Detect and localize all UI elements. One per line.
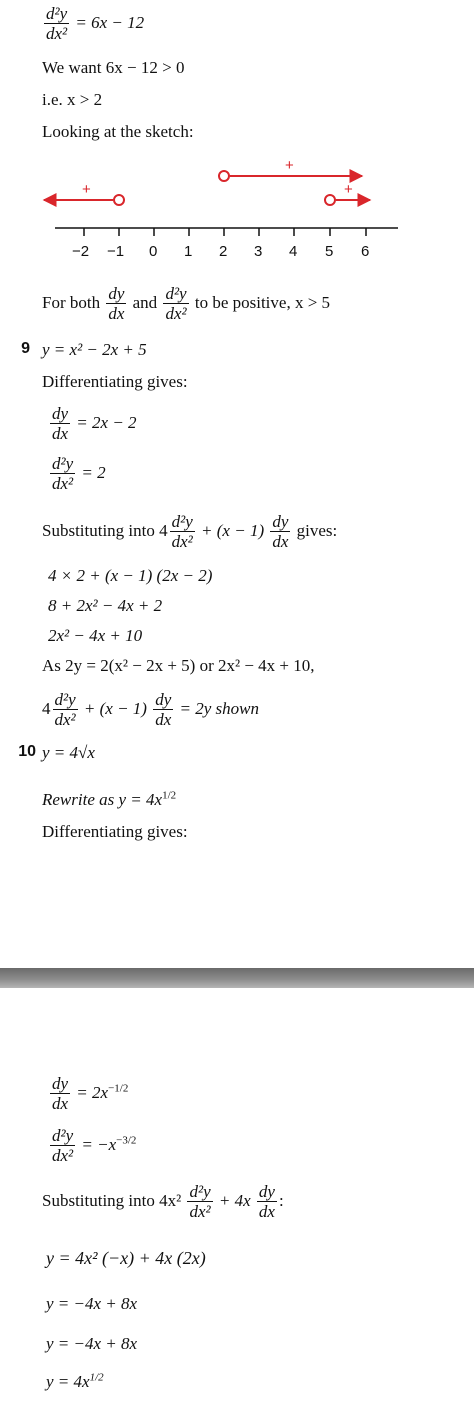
tick-label: −1 (107, 243, 125, 260)
dy-dx-fraction: $\frac{dy}{dx}$ (155, 690, 172, 729)
page-bottom (0, 988, 474, 1410)
plus-upper: + (285, 157, 294, 174)
dy-dx-fraction: $\frac{dy}{dx}$ (52, 404, 69, 443)
ie-line: i.e. x > 2 (42, 90, 103, 109)
p2-second-derivative (48, 1126, 136, 1166)
q9-step-3: 2x² − 4x + 10 (48, 626, 143, 645)
d2y-dx2-fraction: $\frac{\text{d²y}}{\text{dx²}}$ (165, 284, 187, 323)
want-line: We want 6x − 12 > 0 (42, 58, 185, 77)
tick-label: 2 (219, 243, 228, 260)
tick-label: 0 (149, 243, 158, 260)
d2y-dx2-fraction: $\frac{\text{d²y}}{\text{dx²}}$ (171, 512, 193, 551)
q9-sub-b: + (x − 1) (201, 520, 265, 540)
open-circle-5 (325, 195, 335, 205)
dy-dx-fraction: $\frac{dy}{dx}$ (272, 512, 289, 551)
plus-left: + (82, 181, 91, 198)
p2-first-derivative (48, 1074, 128, 1114)
tick-label: 6 (361, 243, 370, 260)
p2-result-3: y = −4x + 8x (46, 1334, 138, 1353)
d2y-dx2-fraction: $\frac{\text{d²y}}{\text{dx²}}$ (54, 690, 76, 729)
q9-step-1: 4 × 2 + (x − 1) (2x − 2) (48, 566, 213, 585)
q9-final-c: = 2y shown (179, 698, 259, 718)
q10-rewrite: Rewrite as $y = 4x^{1/2}$ (42, 789, 177, 809)
p2-second-rhs: = −x (81, 1134, 117, 1154)
q9-step-2: 8 + 2x² − 4x + 2 (48, 596, 163, 615)
p2-result-4: $y = 4x^{1/2}$ (46, 1371, 104, 1391)
both-text-c: to be positive, x > 5 (194, 292, 331, 312)
p2-first-rhs: = 2x (76, 1082, 109, 1102)
second-derivative-rhs: = 6x − 12 (75, 12, 145, 32)
q9-equation: y = x² − 2x + 5 (42, 340, 147, 359)
sketch-intro: Looking at the sketch: (42, 122, 194, 141)
q9-final-b: + (x − 1) (83, 698, 147, 718)
both-positive-line (42, 284, 330, 324)
q9-first-derivative (48, 404, 137, 444)
d2y-dx2-fraction: $\frac{\text{d²y}}{\text{dx²}}$ (52, 454, 74, 493)
p2-substituting (42, 1182, 284, 1222)
page-separator (0, 968, 474, 988)
q9-final-a: 4 (42, 698, 51, 718)
dy-dx-fraction: $\frac{dy}{dx}$ (52, 1074, 69, 1113)
tick-label: 4 (289, 243, 298, 260)
d2y-dx2-fraction: $\frac{\text{d²y}}{\text{dx²}}$ (46, 4, 68, 43)
d2y-dx2-fraction: $\frac{\text{d²y}}{\text{dx²}}$ (52, 1126, 74, 1165)
exponent: 1/2 (89, 1371, 104, 1384)
tick-label: −2 (72, 243, 90, 260)
p2-result-1: y = 4x² (−x) + 4x (2x) (46, 1248, 206, 1268)
tick-label: 5 (325, 243, 334, 260)
tick-label: 3 (254, 243, 263, 260)
q9-as-line: As 2y = 2(x² − 2x + 5) or 2x² − 4x + 10, (42, 656, 315, 675)
second-derivative-line (42, 4, 144, 44)
q9-second-rhs: = 2 (81, 462, 106, 482)
p2-sub-c: : (278, 1190, 284, 1210)
dy-dx-fraction: $\frac{dy}{dx}$ (108, 284, 125, 323)
q9-first-rhs: = 2x − 2 (76, 412, 137, 432)
question-number-10: 10 (18, 743, 36, 760)
exponent: 1/2 (162, 789, 177, 802)
question-number-9: 9 (21, 340, 30, 357)
open-circle-minus1 (114, 195, 124, 205)
q9-final-line (42, 690, 259, 730)
q9-sub-a: Substituting into 4 (42, 520, 168, 540)
q9-second-derivative (48, 454, 106, 494)
q9-differentiating: Differentiating gives: (42, 372, 188, 391)
exponent: −1/2 (108, 1082, 129, 1095)
d2y-dx2-fraction: $\frac{\text{d²y}}{\text{dx²}}$ (189, 1182, 211, 1221)
p2-result-2: y = −4x + 8x (46, 1294, 138, 1313)
q9-sub-c: gives: (296, 520, 338, 540)
both-text-b: and (132, 292, 158, 312)
plus-lower: + (344, 181, 353, 198)
q10-differentiating: Differentiating gives: (42, 822, 188, 841)
q10-equation: y = 4√x (42, 743, 95, 762)
axis-ticks (84, 228, 366, 236)
dy-dx-fraction: $\frac{dy}{dx}$ (258, 1182, 275, 1221)
p2-sub-a: Substituting into 4x² (42, 1190, 182, 1210)
open-circle-2 (219, 171, 229, 181)
q9-substituting (42, 512, 337, 552)
exponent: −3/2 (116, 1134, 137, 1147)
tick-label: 1 (184, 243, 193, 260)
both-text-a: For both (42, 292, 101, 312)
p2-sub-b: + 4x (218, 1190, 251, 1210)
